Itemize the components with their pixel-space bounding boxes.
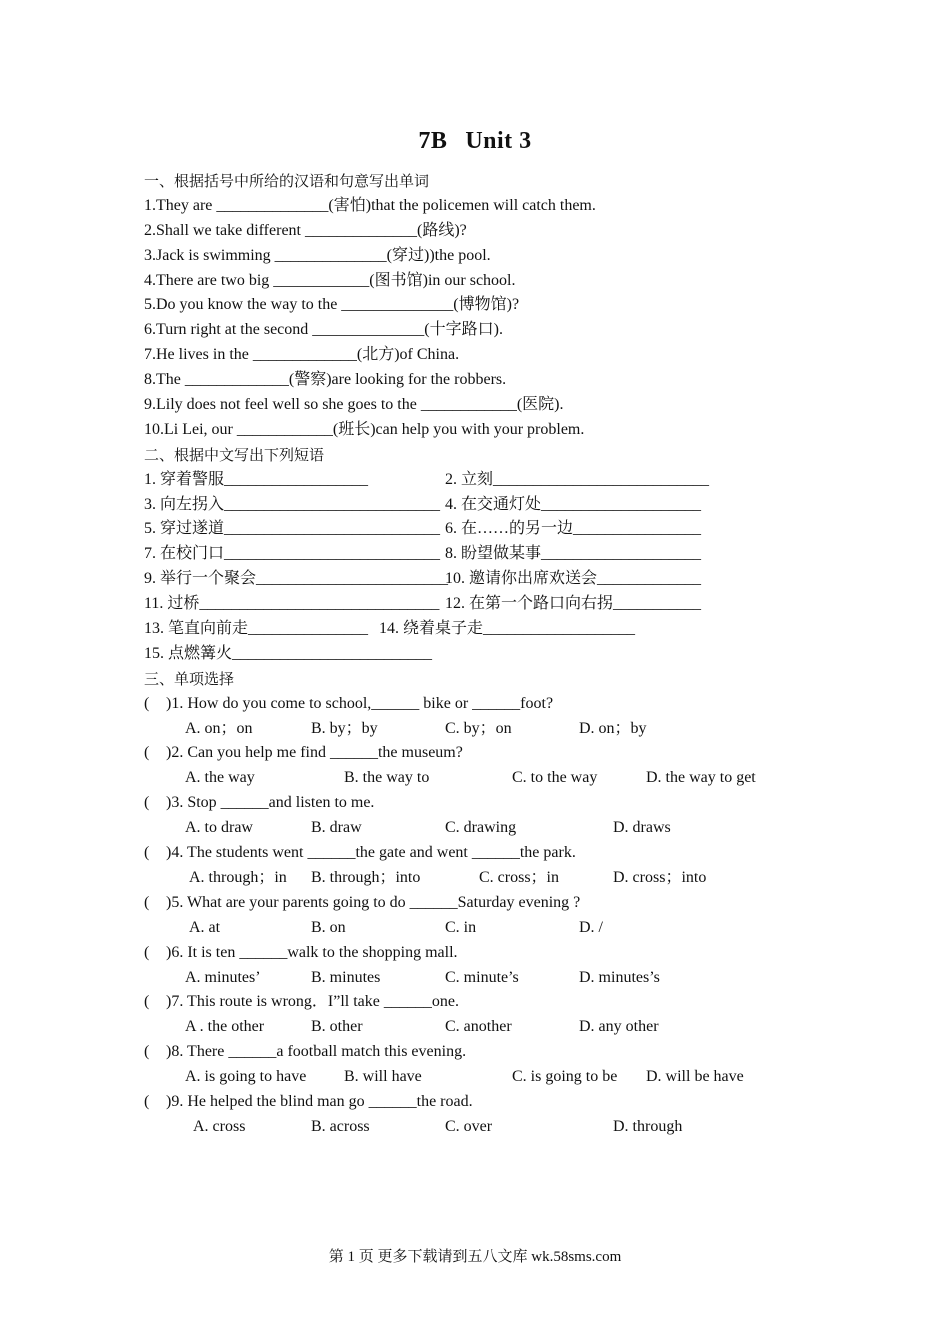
option-d: D. minutes’s [579,968,660,986]
option-c: C. over [445,1117,493,1135]
answer-paren: ( [144,943,150,961]
option-a: A. through；in [189,868,287,886]
option-a: A. cross [193,1117,246,1135]
section3-heading: 三、单项选择 [144,669,235,688]
phrase-item: 1. 穿着警服__________________ [144,470,369,488]
option-d: D. the way to get [646,769,756,787]
phrase-item: 3. 向左拐入___________________________ [144,495,441,513]
fill-in-item: 6.Turn right at the second ______________(十字路口). [144,321,503,339]
option-d: D. cross；into [613,868,707,886]
fill-in-item: 8.The _____________(警察)are looking for the robbers. [144,371,507,389]
option-b: B. will have [344,1068,422,1086]
option-b: B. through；into [311,868,421,886]
phrase-item: 4. 在交通灯处____________________ [445,495,702,513]
option-c: C. minute’s [445,968,519,986]
option-a: A . the other [185,1018,265,1036]
answer-paren: ( [144,993,150,1011]
fill-in-item: 5.Do you know the way to the ______________(博物馆)? [144,296,520,314]
option-a: A. minutes’ [185,968,261,986]
option-b: B. draw [311,819,362,837]
phrase-row [144,468,784,493]
option-b: B. other [311,1018,363,1036]
option-d: D. on；by [579,719,647,737]
answer-paren: ( [144,1092,150,1110]
option-d: D. draws [613,819,671,837]
phrase-item: 10. 邀请你出席欢送会_____________ [445,570,702,588]
question-stem: ( )1. How do you come to school,______ bike or ______foot? [144,692,784,717]
question-stem: ( )9. He helped the blind man go ______the road. [144,1090,784,1115]
option-c: C. to the way [512,769,598,787]
option-b: B. the way to [344,769,430,787]
question-stem: ( )5. What are your parents going to do ______Saturday evening ? [144,891,784,916]
fill-in-item: 3.Jack is swimming ______________(穿过))the pool. [144,246,491,264]
option-a: A. to draw [185,819,253,837]
question-options [144,717,784,742]
phrase-row [144,567,784,592]
option-a: A. is going to have [185,1068,307,1086]
title-grade: 7B [418,128,448,154]
section2-heading: 二、根据中文写出下列短语 [144,445,325,464]
page-title [0,128,950,155]
option-c: C. another [445,1018,512,1036]
question-options [144,1015,784,1040]
fill-in-item: 10.Li Lei, our ____________(班长)can help you with your problem. [144,420,585,438]
phrase-row [144,517,784,542]
phrase-item: 6. 在……的另一边________________ [445,520,702,538]
phrase-item: 5. 穿过遂道___________________________ [144,520,441,538]
option-d: D. / [579,918,603,936]
phrase-row [144,642,784,667]
answer-paren: ( [144,893,150,911]
question-stem: ( )8. There ______a football match this evening. [144,1040,784,1065]
option-b: B. minutes [311,968,381,986]
phrase-row [144,617,784,642]
question-options [144,916,784,941]
fill-in-item: 4.There are two big ____________(图书馆)in our school. [144,271,516,289]
page-footer: 第 1 页 更多下载请到五八文库 wk.58sms.com [328,1249,622,1265]
question-stem: ( )7. This route is wrong．I”ll take ______one. [144,990,784,1015]
option-c: C. in [445,918,477,936]
question-options [144,1065,784,1090]
option-c: C. by；on [445,719,512,737]
worksheet-content [144,169,784,1140]
phrase-row [144,592,784,617]
phrase-row [144,493,784,518]
question-options [144,1115,784,1140]
phrase-item: 11. 过桥______________________________ [144,595,440,613]
phrase-item: 13. 笔直向前走_______________ [144,620,369,638]
option-b: B. on [311,918,346,936]
fill-in-item: 9.Lily does not feel well so she goes to the ____________(医院). [144,396,564,414]
option-d: D. through [613,1117,683,1135]
answer-paren: ( [144,1043,150,1061]
option-d: D. will be have [646,1068,744,1086]
answer-paren: ( [144,694,150,712]
phrase-row [144,542,784,567]
question-options [144,866,784,891]
title-unit: Unit 3 [465,128,532,154]
phrase-item: 7. 在校门口___________________________ [144,545,441,563]
option-c: C. drawing [445,819,517,837]
fill-in-item: 2.Shall we take different ______________(路线)? [144,221,467,239]
phrase-item: 15. 点燃篝火_________________________ [144,644,433,662]
answer-paren: ( [144,794,150,812]
answer-paren: ( [144,744,150,762]
option-a: A. at [189,918,221,936]
option-c: C. cross；in [479,868,560,886]
option-d: D. any other [579,1018,659,1036]
question-stem: ( )3. Stop ______and listen to me. [144,791,784,816]
option-a: A. the way [185,769,255,787]
section1-heading: 一、根据括号中所给的汉语和句意写出单词 [144,172,430,190]
option-b: B. across [311,1117,370,1135]
option-c: C. is going to be [512,1068,618,1086]
phrase-item: 8. 盼望做某事____________________ [445,545,702,563]
question-stem: ( )6. It is ten ______walk to the shopping mall. [144,941,784,966]
question-options [144,966,784,991]
phrase-item: 9. 举行一个聚会________________________ [144,570,449,588]
fill-in-item: 7.He lives in the _____________(北方)of China. [144,346,460,364]
phrase-item: 2. 立刻___________________________ [445,470,710,488]
option-b: B. by；by [311,719,378,737]
fill-in-item: 1.They are ______________(害怕)that the policemen will catch them. [144,196,596,214]
question-options [144,766,784,791]
question-stem: ( )2. Can you help me find ______the museum? [144,741,784,766]
question-stem: ( )4. The students went ______the gate and went ______the park. [144,841,784,866]
phrase-item: 14. 绕着桌子走___________________ [379,620,636,638]
option-a: A. on；on [185,719,253,737]
question-options [144,816,784,841]
answer-paren: ( [144,844,150,862]
phrase-item: 12. 在第一个路口向右拐___________ [445,595,702,613]
